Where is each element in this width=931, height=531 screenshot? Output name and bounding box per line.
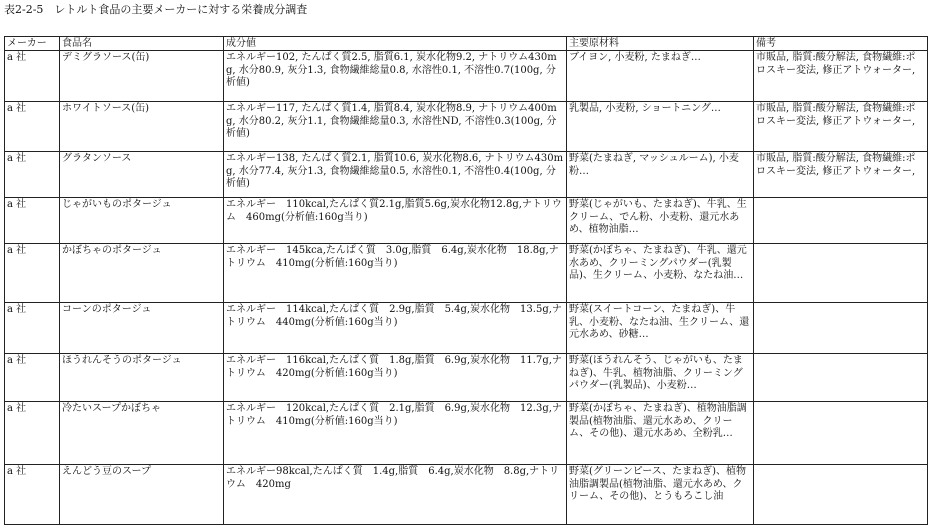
cell-maker: a 社 (5, 402, 60, 465)
cell-food-name: えんどう豆のスープ (60, 465, 224, 525)
cell-notes: 市販品, 脂質:酸分解法, 食物繊維:ポロスキー変法, 修正アトウォーター, (754, 102, 928, 152)
cell-maker: a 社 (5, 354, 60, 402)
cell-notes: 市販品, 脂質:酸分解法, 食物繊維:ポロスキー変法, 修正アトウォーター, (754, 152, 928, 198)
table-row (5, 354, 928, 402)
nutrition-table (4, 36, 928, 525)
cell-food-name: デミグラソース(缶) (60, 51, 224, 102)
cell-composition: エネルギー 116kcal,たんぱく質 1.8g,脂質 6.9g,炭水化物 11.7g,ナトリウム 420mg(分析値:160g当り) (224, 354, 567, 402)
cell-ingredients: 野菜(かぼちゃ、たまねぎ)、牛乳、還元水あめ、クリーミングパウダー(乳製品)、生クリーム、小麦粉、なたね油… (567, 244, 754, 303)
cell-ingredients: 野菜(スイートコーン、たまねぎ)、牛乳、小麦粉、なたね油、生クリーム、還元水あめ、砂糖… (567, 303, 754, 354)
header-maker: メーカー (5, 37, 60, 51)
cell-maker: a 社 (5, 303, 60, 354)
cell-notes (754, 354, 928, 402)
cell-notes (754, 465, 928, 525)
cell-composition: エネルギー117, たんぱく質1.4, 脂質8.4, 炭水化物8.9, ナトリウム400mg, 水分80.2, 灰分1.1, 食物繊維総量0.3, 水溶性ND, 不溶性0.3(100g, 分析値) (224, 102, 567, 152)
cell-food-name: 冷たいスープかぼちゃ (60, 402, 224, 465)
table-row (5, 244, 928, 303)
cell-maker: a 社 (5, 465, 60, 525)
cell-composition: エネルギー138, たんぱく質2.1, 脂質10.6, 炭水化物8.6, ナトリウム430mg, 水分77.4, 灰分1.3, 食物繊維総量0.5, 水溶性0.1, 不溶性0.4(100g, 分析値) (224, 152, 567, 198)
cell-composition: エネルギー 110kcal,たんぱく質2.1g,脂質5.6g,炭水化物12.8g,ナトリウム 460mg(分析値:160g当り) (224, 198, 567, 244)
cell-ingredients: 野菜(かぼちゃ、たまねぎ)、植物油脂調製品(植物油脂、還元水あめ、クリーム、その他)、還元水あめ、全粉乳… (567, 402, 754, 465)
cell-notes (754, 303, 928, 354)
cell-maker: a 社 (5, 244, 60, 303)
cell-food-name: じゃがいものポタージュ (60, 198, 224, 244)
cell-notes (754, 198, 928, 244)
cell-notes (754, 402, 928, 465)
table-title: 表2-2-5 レトルト食品の主要メーカーに対する栄養成分調査 (4, 3, 308, 16)
cell-ingredients: 野菜(たまねぎ, マッシュルーム), 小麦粉… (567, 152, 754, 198)
cell-composition: エネルギー 145kca,たんぱく質 3.0g,脂質 6.4g,炭水化物 18.8g,ナトリウム 410mg(分析値:160g当り) (224, 244, 567, 303)
cell-composition: エネルギー98kcal,たんぱく質 1.4g,脂質 6.4g,炭水化物 8.8g,ナトリウム 420mg (224, 465, 567, 525)
header-food-name: 食品名 (60, 37, 224, 51)
cell-composition: エネルギー 114kcal,たんぱく質 2.9g,脂質 5.4g,炭水化物 13.5g,ナトリウム 440mg(分析値:160g当り) (224, 303, 567, 354)
cell-food-name: グラタンソース (60, 152, 224, 198)
cell-maker: a 社 (5, 102, 60, 152)
cell-ingredients: ブイヨン, 小麦粉, たまねぎ… (567, 51, 754, 102)
header-ingredients: 主要原材料 (567, 37, 754, 51)
table-row (5, 51, 928, 102)
table-row (5, 198, 928, 244)
cell-maker: a 社 (5, 51, 60, 102)
cell-maker: a 社 (5, 152, 60, 198)
cell-composition: エネルギー102, たんぱく質2.5, 脂質6.1, 炭水化物9.2, ナトリウム430mg, 水分80.9, 灰分1.3, 食物繊維総量0.8, 水溶性0.1, 不溶性0.7(100g, 分析値) (224, 51, 567, 102)
cell-ingredients: 乳製品, 小麦粉, ショートニング… (567, 102, 754, 152)
header-composition: 成分値 (224, 37, 567, 51)
table-row (5, 303, 928, 354)
table-row (5, 402, 928, 465)
header-notes: 備考 (754, 37, 928, 51)
table-row (5, 102, 928, 152)
table-row (5, 152, 928, 198)
cell-food-name: コーンのポタージュ (60, 303, 224, 354)
cell-ingredients: 野菜(ほうれんそう、じゃがいも、たまねぎ)、牛乳、植物油脂、クリーミングパウダー(乳製品)、小麦粉… (567, 354, 754, 402)
cell-notes (754, 244, 928, 303)
cell-food-name: かぼちゃのポタージュ (60, 244, 224, 303)
cell-food-name: ほうれんそうのポタージュ (60, 354, 224, 402)
cell-food-name: ホワイトソース(缶) (60, 102, 224, 152)
cell-ingredients: 野菜(じゃがいも、たまねぎ)、牛乳、生クリーム、でん粉、小麦粉、還元水あめ、植物油脂… (567, 198, 754, 244)
cell-ingredients: 野菜(グリーンピース、たまねぎ)、植物油脂調製品(植物油脂、還元水あめ、クリーム、その他)、とうもろこし油 (567, 465, 754, 525)
cell-composition: エネルギー 120kcal,たんぱく質 2.1g,脂質 6.9g,炭水化物 12.3g,ナトリウム 410mg(分析値:160g当り) (224, 402, 567, 465)
cell-maker: a 社 (5, 198, 60, 244)
table-header-row (5, 37, 928, 51)
table-row (5, 465, 928, 525)
cell-notes: 市販品, 脂質:酸分解法, 食物繊維:ポロスキー変法, 修正アトウォーター, (754, 51, 928, 102)
